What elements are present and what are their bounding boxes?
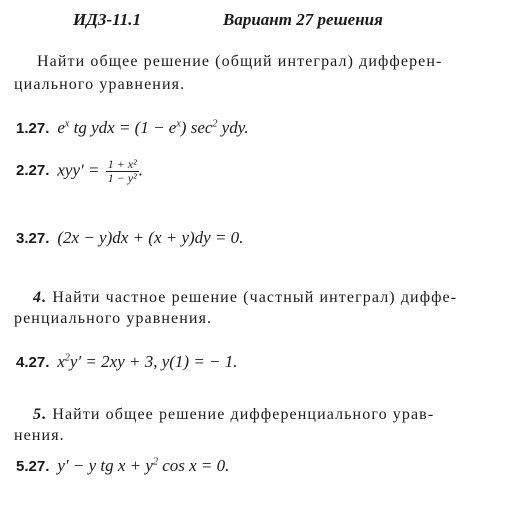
task-2: 2.27. xyy′ = $\frac{\text{1 + x²}}{\text{1 − y²}}$ . [16, 157, 143, 185]
section1-line1: Найти общее решение (общий интеграл) дифферен- [37, 53, 443, 70]
section5-line2: нения. [14, 427, 65, 444]
section1-line2: циального уравнения. [14, 76, 186, 93]
task-3: 3.27. (2x − y)dx + (x + y)dy = 0. [16, 228, 244, 247]
task-2-fraction: $\frac{\text{1 + x²}}{\text{1 − y²}}$ [107, 157, 137, 185]
task-4-number: 4.27. [16, 354, 50, 371]
section4-line1: 4. Найти частное решение (частный интеграл) диффе- [33, 289, 458, 306]
task-4: 4.27. $x^2y' = 2xy + 3$, y(1) = − 1. [16, 352, 238, 371]
task-5-number: 5.27. [16, 458, 50, 475]
variant-label: Вариант 27 решения [223, 10, 383, 29]
task-2-number: 2.27. [16, 162, 50, 180]
task-5: 5.27. y′ − y tg $x + y^2$ cos x = 0. [16, 456, 230, 475]
task-3-number: 3.27. [16, 230, 50, 247]
section4-line2: ренциального уравнения. [14, 310, 213, 327]
task-1: 1.27. $e^x$ tg ydx = $(1 - e^x)$ $\sec^2$ ydy. [16, 118, 249, 137]
document-title: ИДЗ-11.1 [73, 10, 141, 29]
section5-line1: 5. Найти общее решение дифференциального урав- [33, 406, 435, 423]
task-1-number: 1.27. [16, 120, 50, 137]
